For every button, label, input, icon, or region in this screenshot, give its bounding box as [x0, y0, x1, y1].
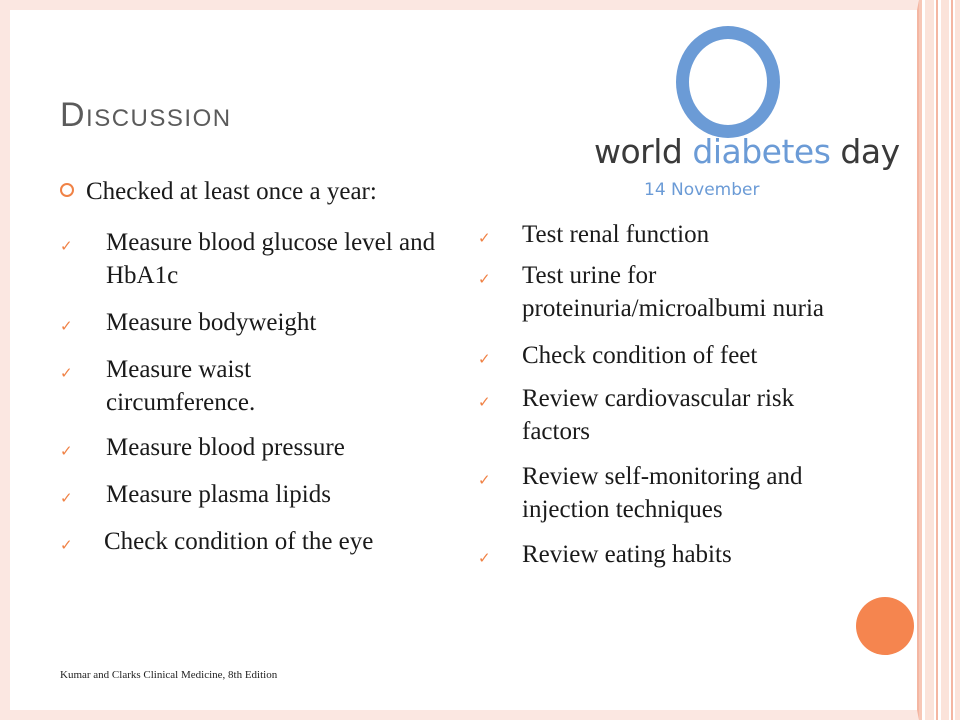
checkmark-icon: ✓ — [478, 350, 491, 368]
list-item: ✓ Test urine for proteinuria/microalbumi nuria — [478, 262, 824, 322]
list-item: ✓ Measure blood glucose level and HbA1c — [60, 229, 436, 289]
decorative-stripes — [919, 0, 960, 720]
list-item: ✓ Review eating habits — [478, 538, 838, 571]
checkmark-icon: ✓ — [478, 393, 491, 411]
world-diabetes-day-logo — [588, 20, 900, 200]
checkmark-icon: ✓ — [478, 549, 491, 567]
list-item: ✓ Check condition of feet — [478, 339, 838, 372]
logo-wordmark: world diabetes day — [594, 132, 900, 171]
checkmark-icon: ✓ — [60, 442, 73, 460]
list-item: ✓ Review self-monitoring and injection techniques — [478, 463, 803, 523]
checkmark-icon: ✓ — [60, 317, 73, 335]
checkmark-icon: ✓ — [478, 270, 491, 288]
ring-bullet-icon — [60, 183, 74, 197]
slide-title: Discussion — [60, 96, 232, 134]
left-checklist — [60, 226, 460, 558]
checkmark-icon: ✓ — [60, 237, 73, 255]
logo-date: 14 November — [644, 180, 760, 200]
checkmark-icon: ✓ — [60, 489, 73, 507]
source-citation: Kumar and Clarks Clinical Medicine, 8th Edition — [60, 669, 278, 681]
intro-text: Checked at least once a year: — [86, 178, 377, 205]
list-item: ✓ Measure blood pressure — [60, 431, 460, 464]
checkmark-icon: ✓ — [478, 229, 491, 247]
list-item: ✓ Measure waist circumference. — [60, 356, 256, 416]
list-item: ✓ Review cardiovascular risk factors — [478, 385, 795, 445]
list-item: ✓ Measure bodyweight — [60, 306, 460, 339]
orange-circle-decoration — [856, 597, 914, 655]
blue-circle-icon — [676, 26, 780, 138]
right-checklist — [478, 218, 838, 571]
list-item: ✓ Check condition of the eye — [60, 525, 460, 558]
list-item: ✓ Measure plasma lipids — [60, 478, 460, 511]
intro-line — [60, 178, 377, 206]
list-item: ✓ Test renal function — [478, 218, 838, 251]
checkmark-icon: ✓ — [60, 364, 73, 382]
checkmark-icon: ✓ — [60, 536, 73, 554]
checkmark-icon: ✓ — [478, 471, 491, 489]
